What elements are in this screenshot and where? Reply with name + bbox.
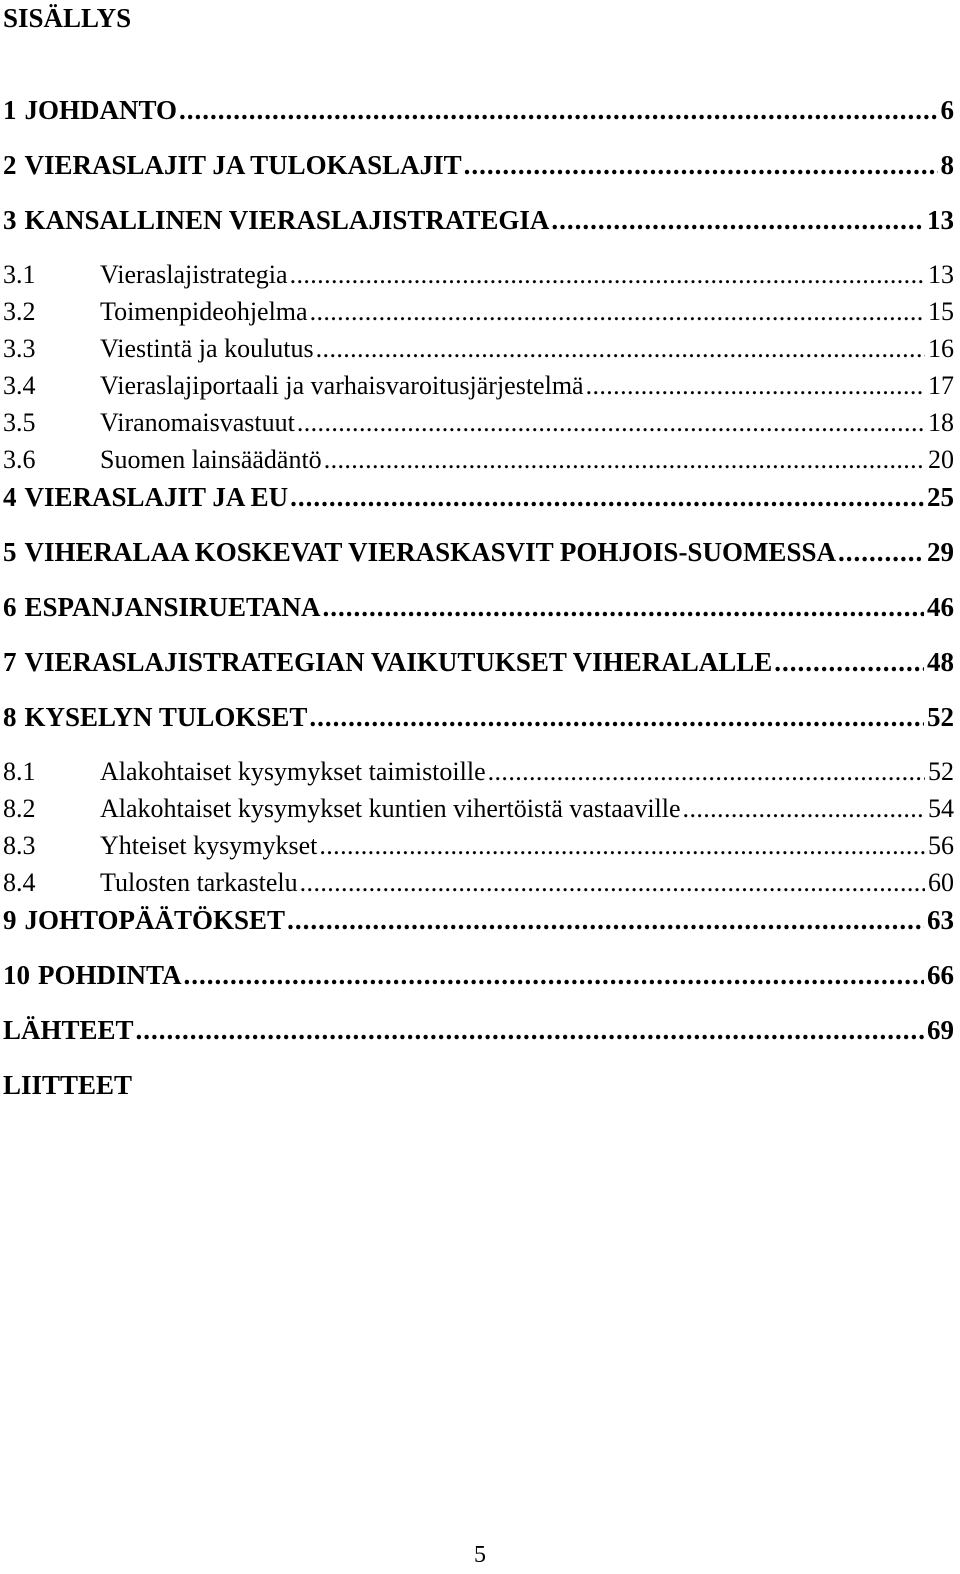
toc-entry-number: 1 <box>3 95 17 125</box>
toc-entry-title: Viranomaisvastuut <box>100 408 295 437</box>
toc-entry-page: 29 <box>927 537 954 567</box>
toc-entry-title: POHDINTA <box>38 960 182 990</box>
toc-entry-2[interactable] <box>3 148 954 182</box>
toc-entry-10[interactable] <box>3 958 954 992</box>
toc-entry-title: Toimenpideohjelma <box>100 297 308 326</box>
toc-entry-number: 8.4 <box>3 868 36 897</box>
toc-entry-page: 13 <box>927 205 954 235</box>
toc-entry-number: 8 <box>3 702 17 732</box>
toc-entry-title: KANSALLINEN VIERASLAJISTRATEGIA <box>24 205 550 235</box>
toc-leader-dots <box>288 258 925 292</box>
toc-entry-page: 63 <box>927 905 954 935</box>
toc-entry-title: JOHTOPÄÄTÖKSET <box>24 905 286 935</box>
toc-entry-title: Yhteiset kysymykset <box>100 831 318 860</box>
toc-entry-title: LIITTEET <box>3 1070 133 1100</box>
toc-entry-number: 3.3 <box>3 334 36 363</box>
toc-entry-number: 5 <box>3 537 17 567</box>
toc-entry-8-2[interactable] <box>3 792 954 826</box>
toc-entry-title: LÄHTEET <box>3 1015 134 1045</box>
toc-leader-dots <box>182 958 924 992</box>
toc-entry-number: 9 <box>3 905 17 935</box>
toc-entry-3-3[interactable] <box>3 332 954 366</box>
toc-entry-page: 52 <box>927 702 954 732</box>
toc-entry-number: 3.2 <box>3 297 36 326</box>
toc-entry-3-6[interactable] <box>3 443 954 477</box>
toc-entry-page: 13 <box>928 260 954 289</box>
toc-entry-8[interactable] <box>3 700 954 734</box>
toc-entry-3-5[interactable] <box>3 406 954 440</box>
toc-entry-number: 4 <box>3 482 17 512</box>
toc-entry-title: VIERASLAJISTRATEGIAN VAIKUTUKSET VIHERALALLE <box>24 647 773 677</box>
toc-entry-8-4[interactable] <box>3 866 954 900</box>
toc-entry-number: 2 <box>3 150 17 180</box>
toc-leader-dots <box>288 480 924 514</box>
page-number: 5 <box>474 1542 486 1568</box>
toc-leader-dots <box>462 148 938 182</box>
toc-entry-3-1[interactable] <box>3 258 954 292</box>
toc-leader-dots <box>836 535 924 569</box>
toc-entry-6[interactable] <box>3 590 954 624</box>
toc-entry-page: 18 <box>928 408 954 437</box>
toc-entry-number: 8.1 <box>3 757 36 786</box>
toc-entry-page: 52 <box>928 757 954 786</box>
toc-entry-title: VIHERALAA KOSKEVAT VIERASKASVIT POHJOIS-SUOMESSA <box>24 537 836 567</box>
toc-leader-dots <box>681 792 925 826</box>
toc-leader-dots <box>549 203 924 237</box>
toc-entry-page: 66 <box>927 960 954 990</box>
toc-entry-page: 6 <box>940 95 954 125</box>
toc-leader-dots <box>772 645 924 679</box>
toc-entry-number: 7 <box>3 647 17 677</box>
toc-leader-dots <box>308 295 925 329</box>
toc-entry-number: 6 <box>3 592 17 622</box>
toc-leader-dots <box>584 369 925 403</box>
toc-entry-number: 3.4 <box>3 371 36 400</box>
toc-entry-lahteet[interactable] <box>3 1013 954 1047</box>
toc-entry-number: 3.5 <box>3 408 36 437</box>
toc-entry-title: JOHDANTO <box>24 95 178 125</box>
toc-entry-number: 3.6 <box>3 445 36 474</box>
toc-leader-dots <box>317 829 925 863</box>
toc-entry-title: VIERASLAJIT JA TULOKASLAJIT <box>24 150 462 180</box>
toc-entry-title: Tulosten tarkastelu <box>100 868 298 897</box>
toc-leader-dots <box>321 590 924 624</box>
toc-entry-page: 16 <box>928 334 954 363</box>
toc-entry-page: 25 <box>927 482 954 512</box>
toc-entry-page: 69 <box>927 1015 954 1045</box>
toc-leader-dots <box>314 332 925 366</box>
toc-leader-dots <box>134 1013 924 1047</box>
toc-entry-page: 17 <box>928 371 954 400</box>
toc-entry-number: 3.1 <box>3 260 36 289</box>
toc-entry-page: 48 <box>927 647 954 677</box>
toc-entry-8-1[interactable] <box>3 755 954 789</box>
toc-entry-4[interactable] <box>3 480 954 514</box>
toc-entry-title: Alakohtaiset kysymykset taimistoille <box>100 757 486 786</box>
toc-entry-3-2[interactable] <box>3 295 954 329</box>
toc-entry-3[interactable] <box>3 203 954 237</box>
toc-entry-8-3[interactable] <box>3 829 954 863</box>
toc-entry-3-4[interactable] <box>3 369 954 403</box>
toc-entry-page: 60 <box>928 868 954 897</box>
toc-entry-7[interactable] <box>3 645 954 679</box>
toc-entry-number: 8.3 <box>3 831 36 860</box>
toc-entry-title: Viestintä ja koulutus <box>100 334 314 363</box>
toc-entry-title: Suomen lainsäädäntö <box>100 445 322 474</box>
toc-entry-page: 8 <box>940 150 954 180</box>
toc-entry-title: Alakohtaiset kysymykset kuntien vihertöistä vastaaville <box>100 794 681 823</box>
toc-entry-page: 20 <box>928 445 954 474</box>
toc-entry-title: Vieraslajiportaali ja varhaisvaroitusjärjestelmä <box>100 371 584 400</box>
toc-leader-dots <box>307 700 924 734</box>
toc-leader-dots <box>322 443 925 477</box>
toc-leader-dots <box>295 406 925 440</box>
toc-heading: SISÄLLYS <box>3 3 132 33</box>
toc-leader-dots <box>177 93 937 127</box>
toc-leader-dots <box>486 755 925 789</box>
toc-entry-title: VIERASLAJIT JA EU <box>24 482 289 512</box>
toc-entry-number: 3 <box>3 205 17 235</box>
toc-entry-1[interactable] <box>3 93 954 127</box>
toc-entry-5[interactable] <box>3 535 954 569</box>
toc-entry-title: ESPANJANSIRUETANA <box>24 592 321 622</box>
toc-entry-page: 54 <box>928 794 954 823</box>
toc-entry-page: 15 <box>928 297 954 326</box>
toc-entry-number: 10 <box>3 960 30 990</box>
toc-entry-9[interactable] <box>3 903 954 937</box>
toc-entry-page: 56 <box>928 831 954 860</box>
toc-entry-liitteet[interactable] <box>3 1068 954 1102</box>
toc-entry-number: 8.2 <box>3 794 36 823</box>
toc-entry-title: KYSELYN TULOKSET <box>24 702 308 732</box>
toc-entry-title: Vieraslajistrategia <box>100 260 288 289</box>
toc-entry-page: 46 <box>927 592 954 622</box>
toc-leader-dots <box>298 866 925 900</box>
toc-leader-dots <box>285 903 924 937</box>
